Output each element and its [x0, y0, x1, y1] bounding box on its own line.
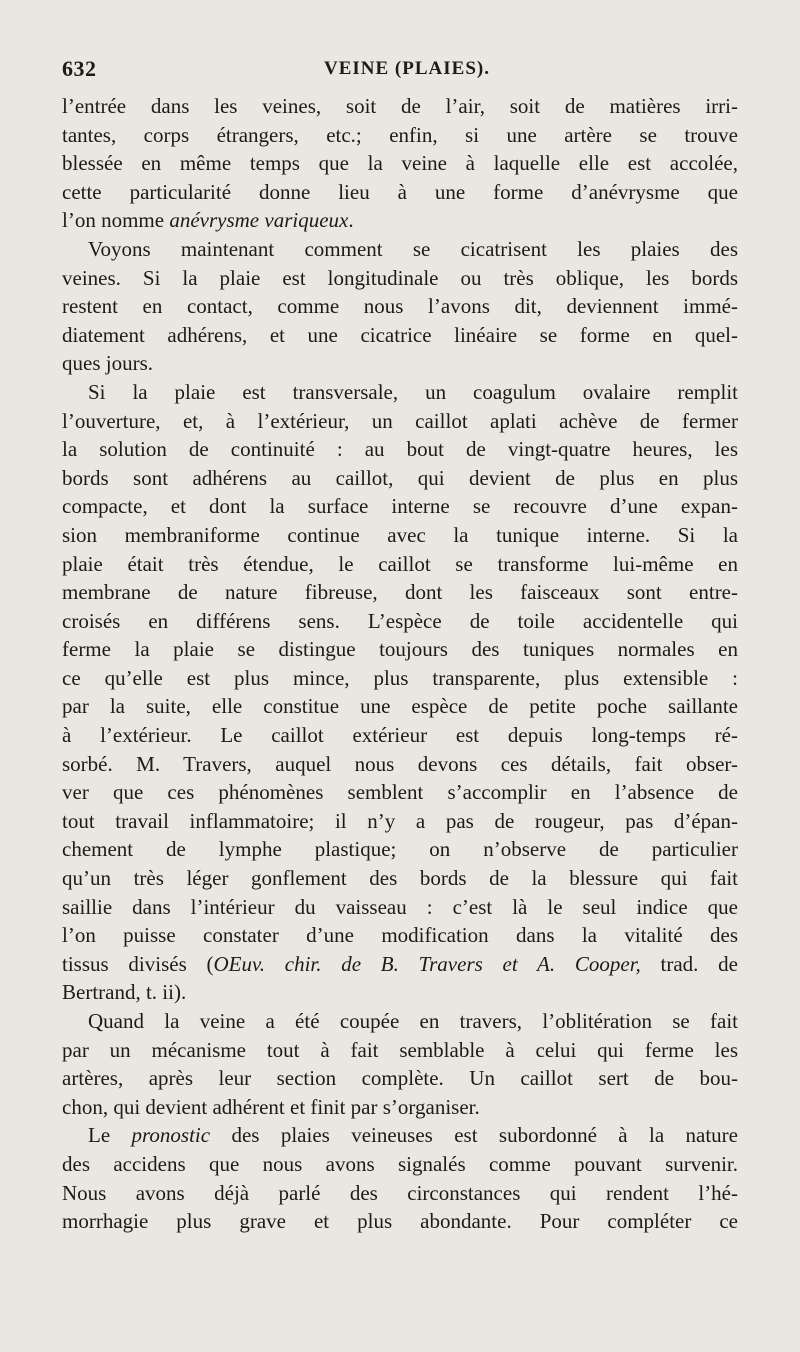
text-line: croisés en différens sens. L’espèce de toile accidentelle qui: [62, 608, 738, 633]
text-line: Nous avons déjà parlé des circonstances qui rendent l’hé-: [62, 1180, 738, 1205]
body-text: [62, 92, 738, 1236]
text-line: cette particularité donne lieu à une forme d’anévrysme que: [62, 179, 738, 204]
text-line: qu’un très léger gonflement des bords de la blessure qui fait: [62, 866, 738, 891]
text-line: Si la plaie est transversale, un coagulum ovalaire remplit: [88, 379, 738, 404]
text-line: veines. Si la plaie est longitudinale ou très oblique, les bords: [62, 265, 738, 290]
text-line: des accidens que nous avons signalés comme pouvant survenir.: [62, 1151, 738, 1176]
text-segment: tissus divisés (: [62, 951, 214, 976]
text-line: plaie était très étendue, le caillot se transforme lui-même en: [62, 551, 738, 576]
citation-line: [62, 950, 738, 979]
text-line: ferme la plaie se distingue toujours des tuniques normales en: [62, 637, 738, 662]
text-line: chement de lymphe plastique; on n’observe de particulier: [62, 837, 738, 862]
paragraph: [62, 1121, 738, 1235]
italic-term: anévrysme variqueux: [169, 208, 349, 233]
citation-title: OEuv. chir. de B. Travers et A. Cooper,: [213, 951, 641, 976]
text-line: saillie dans l’intérieur du vaisseau : c’est là le seul indice que: [62, 894, 738, 919]
text-line: ce qu’elle est plus mince, plus transparente, plus extensible :: [62, 665, 738, 690]
text-line: sion membraniforme continue avec la tunique interne. Si la: [62, 522, 738, 547]
text-line: [62, 206, 738, 235]
text-line: blessée en même temps que la veine à laquelle elle est accolée,: [62, 151, 738, 176]
text-segment: Le: [88, 1123, 132, 1148]
running-head: VEINE (PLAIES).: [324, 58, 490, 79]
paragraph: [62, 235, 738, 378]
text-segment: .: [348, 208, 354, 233]
text-line: ver que ces phénomènes semblent s’accomplir en l’absence de: [62, 780, 738, 805]
text-line: restent en contact, comme nous l’avons dit, deviennent immé-: [62, 294, 738, 319]
text-line: Bertrand, t. ii).: [62, 980, 187, 1005]
text-line: morrhagie plus grave et plus abondante. Pour compléter ce: [62, 1209, 738, 1234]
text-line: par la suite, elle constitue une espèce de petite poche saillante: [62, 694, 738, 719]
page-number: 632: [62, 56, 97, 81]
paragraph: [62, 92, 738, 235]
text-line: sorbé. M. Travers, auquel nous devons ces détails, fait obser-: [62, 751, 738, 776]
text-line: Quand la veine a été coupée en travers, l’oblitération se fait: [88, 1009, 738, 1033]
text-line: la solution de continuité : au bout de vingt-quatre heures, les: [62, 437, 738, 462]
text-line: compacte, et dont la surface interne se recouvre d’une expan-: [62, 494, 738, 519]
text-line: par un mécanisme tout à fait semblable à celui qui ferme les: [62, 1037, 738, 1062]
text-line: tantes, corps étrangers, etc.; enfin, si une artère se trouve: [62, 122, 738, 147]
text-line: tout travail inflammatoire; il n’y a pas de rougeur, pas d’épan-: [62, 808, 738, 833]
text-line: l’ouverture, et, à l’extérieur, un caillot aplati achève de fermer: [62, 408, 738, 433]
paragraph: [62, 1007, 738, 1121]
text-line: l’entrée dans les veines, soit de l’air, soit de matières irri-: [62, 94, 738, 118]
text-line: diatement adhérens, et une cicatrice linéaire se forme en quel-: [62, 322, 738, 347]
text-line: Voyons maintenant comment se cicatrisent les plaies des: [88, 236, 738, 261]
paragraph: [62, 378, 738, 1007]
text-segment: des plaies veineuses est subordonné à la nature: [210, 1123, 738, 1148]
text-line: ques jours.: [62, 351, 153, 376]
text-line: membrane de nature fibreuse, dont les faisceaux sont entre-: [62, 580, 738, 605]
text-line: l’on puisse constater d’une modification dans la vitalité des: [62, 923, 738, 948]
text-line: [62, 1121, 738, 1150]
text-line: bords sont adhérens au caillot, qui devient de plus en plus: [62, 465, 738, 490]
italic-term: pronostic: [131, 1123, 211, 1148]
text-line: artères, après leur section complète. Un caillot sert de bou-: [62, 1066, 738, 1091]
text-segment: trad. de: [640, 951, 738, 976]
page-header: [62, 56, 738, 86]
text-line: à l’extérieur. Le caillot extérieur est depuis long-temps ré-: [62, 723, 738, 748]
text-segment: l’on nomme: [62, 208, 170, 233]
text-line: chon, qui devient adhérent et finit par s’organiser.: [62, 1094, 480, 1119]
